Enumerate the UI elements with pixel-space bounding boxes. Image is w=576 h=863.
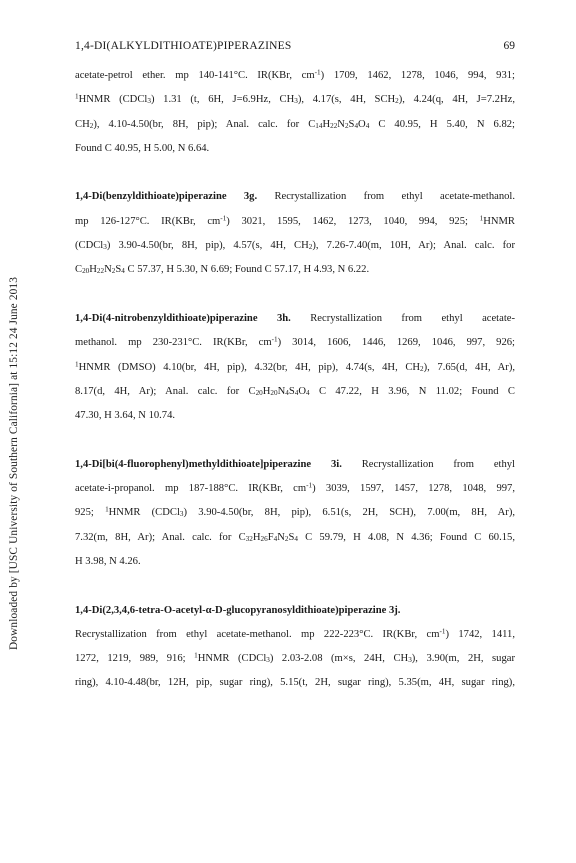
text-line: $C_{20}H_{22}N_2S_4$ C 57.37, H 5.30, N 6.69; Found C 57.17, H 4.93, N 6.22. bbox=[75, 264, 370, 276]
text-line: 7.32(m, 8H, Ar); Anal. calc. for $C_{32}H_{26}F_4N_2S_4$ C 59.79, H 4.08, N 4.36; Found C 60.15, bbox=[75, 531, 515, 543]
body-text bbox=[75, 64, 515, 696]
paragraph-3h bbox=[75, 307, 515, 428]
text-line: Found C 40.95, H 5.00, N 6.64. bbox=[75, 142, 210, 154]
text-line: acetate-i-propanol. mp 187-188°C. IR(KBr, $cm^{-1}$) 3039, 1597, 1457, 1278, 1048, 997, bbox=[75, 481, 516, 495]
page-number: 69 bbox=[503, 40, 515, 52]
text-line: $CH_2$), 4.10-4.50(br, 8H, pip); Anal. calc. for $C_{14}H_{22}N_2S_4O_4$ C 40.95, H 5.40, N 6.82; bbox=[75, 118, 515, 130]
text-line: mp 126-127°C. IR(KBr, $cm^{-1}$) 3021, 1595, 1462, 1273, 1040, 994, 925; $^1$HNMR bbox=[75, 214, 515, 227]
text-line: $^1$HNMR (DMSO) 4.10(br, 4H, pip), 4.32(br, 4H, pip), 4.74(s, 4H, $CH_2$), 7.65(d, 4H, Ar), bbox=[75, 359, 515, 373]
text-line: (CDCl$_3$) 3.90-4.50(br, 8H, pip), 4.57(s, 4H, $CH_2$), 7.26-7.40(m, 10H, Ar); Anal. calc. for bbox=[75, 240, 515, 252]
paragraph-3i bbox=[75, 453, 515, 574]
text-line: Recrystallization from ethyl acetate-methanol. mp 222-223°C. IR(KBr, $cm^{-1}$) 1742, 1411, bbox=[75, 627, 515, 640]
text-line: 47.30, H 3.64, N 10.74. bbox=[75, 410, 176, 422]
text-line: 1,4-Di(2,3,4,6-tetra-O-acetyl-α-D-glucopyranosyldithioate)piperazine 3j. bbox=[75, 604, 401, 616]
running-head bbox=[75, 40, 515, 56]
text-line: 8.17(d, 4H, Ar); Anal. calc. for $C_{20}H_{20}N_4S_4O_4$ C 47.22, H 3.96, N 11.02; Found C bbox=[75, 385, 515, 397]
text-line: $^1$HNMR (CDCl$_3$) 1.31 (t, 6H, J=6.9Hz, $CH_3$), 4.17(s, 4H, $SCH_2$), 4.24(q, 4H, J=7.2Hz, bbox=[75, 92, 515, 106]
text-line: acetate-petrol ether. mp 140-141°C. IR(KBr, $cm^{-1}$) 1709, 1462, 1278, 1046, 994, 931; bbox=[75, 68, 515, 81]
text-line: ring), 4.10-4.48(br, 12H, pip, sugar ring), 5.15(t, 2H, sugar ring), 5.35(m, 4H, sugar ring), bbox=[75, 677, 515, 689]
text-line: methanol. mp 230-231°C. IR(KBr, $cm^{-1}$) 3014, 1606, 1446, 1269, 1046, 997, 926; bbox=[75, 335, 515, 349]
download-watermark: Downloaded by [USC University of Southern California] at 15:12 24 June 2013 bbox=[8, 276, 20, 650]
paragraph-3g bbox=[75, 185, 515, 282]
text-line: 1272, 1219, 989, 916; $^1$HNMR (CDCl$_3$) 2.03-2.08 (m×s, 24H, $CH_3$), 3.90(m, 2H, sugar bbox=[75, 651, 515, 665]
paragraph-prev bbox=[75, 64, 515, 161]
text-line: 925; $^1$HNMR (CDCl$_3$) 3.90-4.50(br, 8H, pip), 6.51(s, 2H, SCH), 7.00(m, 8H, Ar), bbox=[75, 505, 515, 519]
text-line: 1,4-Di(4-nitrobenzyldithioate)piperazine 3h. Recrystallization from ethyl acetate- bbox=[75, 312, 515, 324]
text-line: 1,4-Di[bi(4-fluorophenyl)methyldithioate]piperazine 3i. Recrystallization from ethyl bbox=[75, 458, 516, 470]
text-line: H 3.98, N 4.26. bbox=[75, 555, 141, 567]
paragraph-3j bbox=[75, 599, 515, 696]
text-line: 1,4-Di(benzyldithioate)piperazine 3g. Recrystallization from ethyl acetate-methanol. bbox=[75, 191, 516, 203]
running-title: 1,4-DI(ALKYLDITHIOATE)PIPERAZINES bbox=[75, 40, 292, 52]
